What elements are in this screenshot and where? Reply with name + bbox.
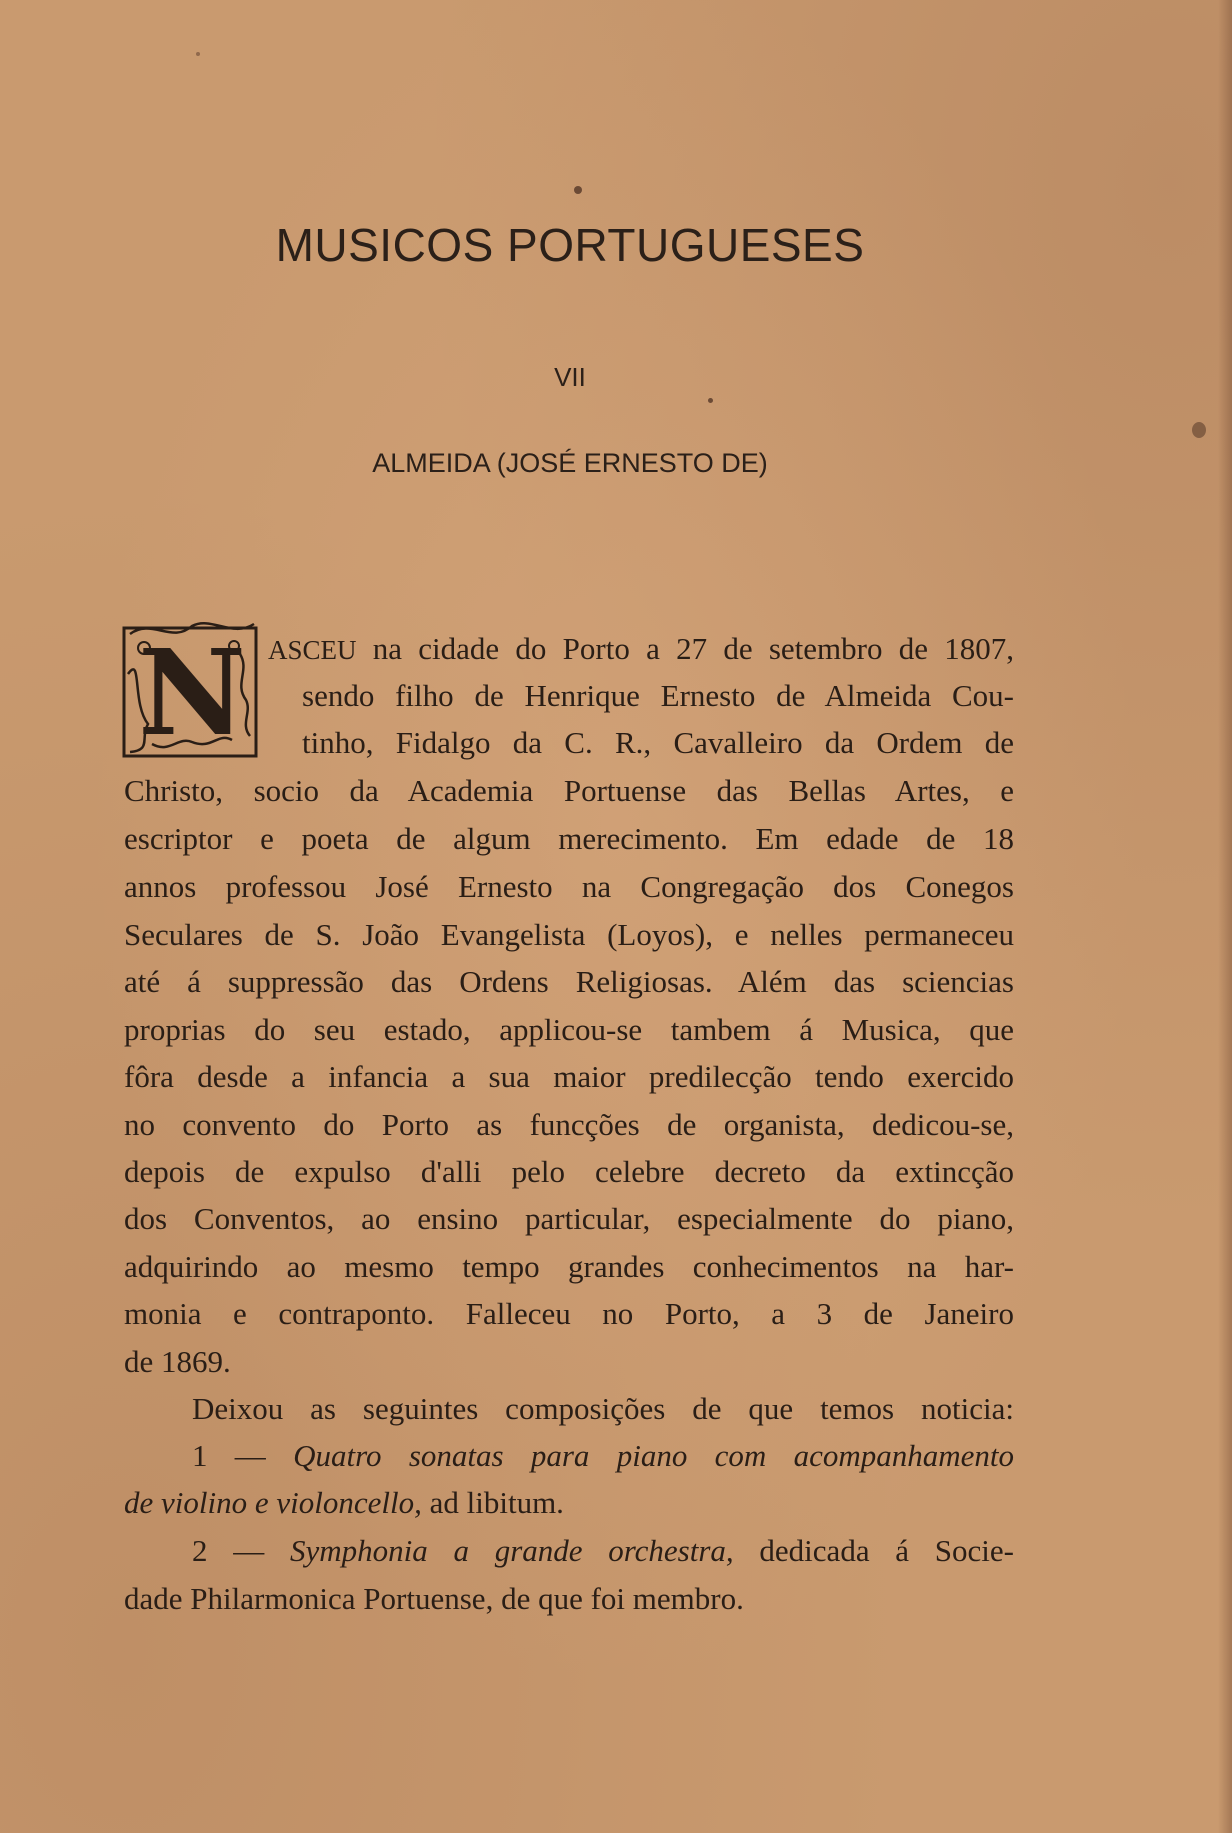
body-text: na cidade do Porto a 27 de setembro de 1807, (356, 631, 1014, 666)
body-line-16: de 1869. (124, 1344, 231, 1379)
body-line-14: adquirindo ao mesmo tempo grandes conhecimentos na har- (124, 1249, 1014, 1284)
body-line-2: sendo filho de Henrique Ernesto de Almeida Cou- (302, 678, 1014, 713)
chapter-number: VII (554, 362, 586, 392)
work-title: Symphonia a grande orchestra, (289, 1533, 734, 1568)
body-line-10: fôra desde a infancia a sua maior predilecção tendo exercido (124, 1059, 1014, 1094)
item-number: 2 — (192, 1533, 290, 1568)
body-line-6: annos professou José Ernesto na Congregação dos Conegos (124, 869, 1014, 904)
dropcap-letter: N (138, 623, 246, 762)
body-line-1 (268, 627, 1014, 671)
body-line-3: tinho, Fidalgo da C. R., Cavalleiro da Ordem de (302, 725, 1014, 760)
ornamental-dropcap-n (122, 614, 262, 762)
works-item-1 (192, 1434, 1014, 1478)
body-line-4: Christo, socio da Academia Portuense das Bellas Artes, e (124, 773, 1014, 808)
body-text: ad libitum. (421, 1485, 564, 1520)
works-item-2 (192, 1529, 1014, 1573)
body-line-9: proprias do seu estado, applicou-se tambem á Musica, que (124, 1012, 1014, 1047)
paragraph-works-intro: Deixou as seguintes composições de que temos noticia: (192, 1391, 1014, 1426)
body-line-13: dos Conventos, ao ensino particular, especialmente do piano, (124, 1201, 1014, 1236)
entry-heading: ALMEIDA (JOSÉ ERNESTO DE) (372, 448, 768, 478)
smallcaps-lead: ASCEU (268, 635, 357, 665)
body-line-7: Seculares de S. João Evangelista (Loyos), e nelles permaneceu (124, 917, 1014, 952)
work-title: de violino e violoncello, (124, 1485, 422, 1520)
body-text: dedicada á Socie- (733, 1533, 1014, 1568)
body-line-5: escriptor e poeta de algum merecimento. Em edade de 18 (124, 821, 1014, 856)
body-line-8: até á suppressão das Ordens Religiosas. Além das sciencias (124, 964, 1014, 999)
page-title: MUSICOS PORTUGUESES (275, 219, 865, 271)
item-number: 1 — (192, 1438, 294, 1473)
work-title: Quatro sonatas para piano com acompanhamento (293, 1438, 1014, 1473)
paper-speck (708, 398, 713, 403)
body-line-11: no convento do Porto as funcções de organista, dedicou-se, (124, 1107, 1014, 1142)
paper-speck (574, 186, 582, 194)
paper-speck (1192, 422, 1206, 438)
body-line-12: depois de expulso d'alli pelo celebre decreto da extincção (124, 1154, 1014, 1189)
works-item-1-continued (124, 1481, 1014, 1525)
page-edge-shadow (1218, 0, 1232, 1833)
paper-speck (196, 52, 200, 56)
body-line-15: monia e contraponto. Falleceu no Porto, a 3 de Janeiro (124, 1296, 1014, 1331)
works-item-2-continued: dade Philarmonica Portuense, de que foi membro. (124, 1581, 744, 1616)
